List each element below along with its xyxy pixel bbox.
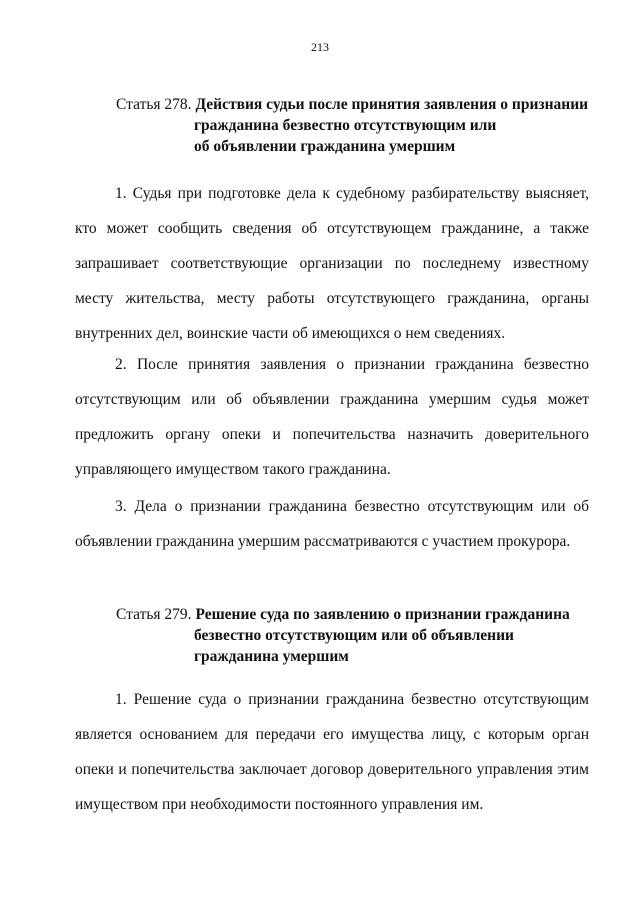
page-number: 213 [311,40,329,54]
article-278-title-line-2: гражданина безвестно отсутствующим или [194,117,497,134]
article-279-heading [116,604,570,667]
article-279-heading-line-1 [116,604,570,625]
article-279-title-line-1: Решение суда по заявлению о признании гражданина [195,606,570,623]
article-278-heading-line-1 [116,94,588,115]
article-278-title-line-1: Действия судьи после принятия заявления о признании [195,96,589,113]
article-278-title-line-3: об объявлении гражданина умершим [194,138,456,155]
article-278-paragraph-1: 1. Судья при подготовке дела к судебному разбирательству выясняет, кто может сообщить сведения об отсутствующем гражданине, а также запрашивает соответствующие организации по последнему известному месту жительства, месту работы отсутствующего гражданина, органы внутренних дел, воинские части об имеющихся о нем сведениях. [75,185,589,342]
article-278-paragraph-3: 3. Дела о признании гражданина безвестно отсутствующим или об объявлении гражданина умершим рассматриваются с участием прокурора. [75,498,589,550]
article-278-label: Статья 278. [116,96,192,113]
article-279-title-line-2: безвестно отсутствующим или об объявлении [194,627,514,644]
article-279-title-line-3: гражданина умершим [194,648,349,665]
article-279-label: Статья 279. [116,606,192,623]
article-278-heading [116,94,588,157]
article-279-paragraph-1: 1. Решение суда о признании гражданина безвестно отсутствующим является основанием для передачи его имущества лицу, с которым орган опеки и попечительства заключает договор доверительного управления этим имуществом при необходимости постоянного управления им. [75,691,589,813]
article-278-paragraph-2: 2. После принятия заявления о признании гражданина безвестно отсутствующим или об объявлении гражданина умершим судья может предложить органу опеки и попечительства назначить доверительного управляющего имуществом такого гражданина. [75,356,589,478]
